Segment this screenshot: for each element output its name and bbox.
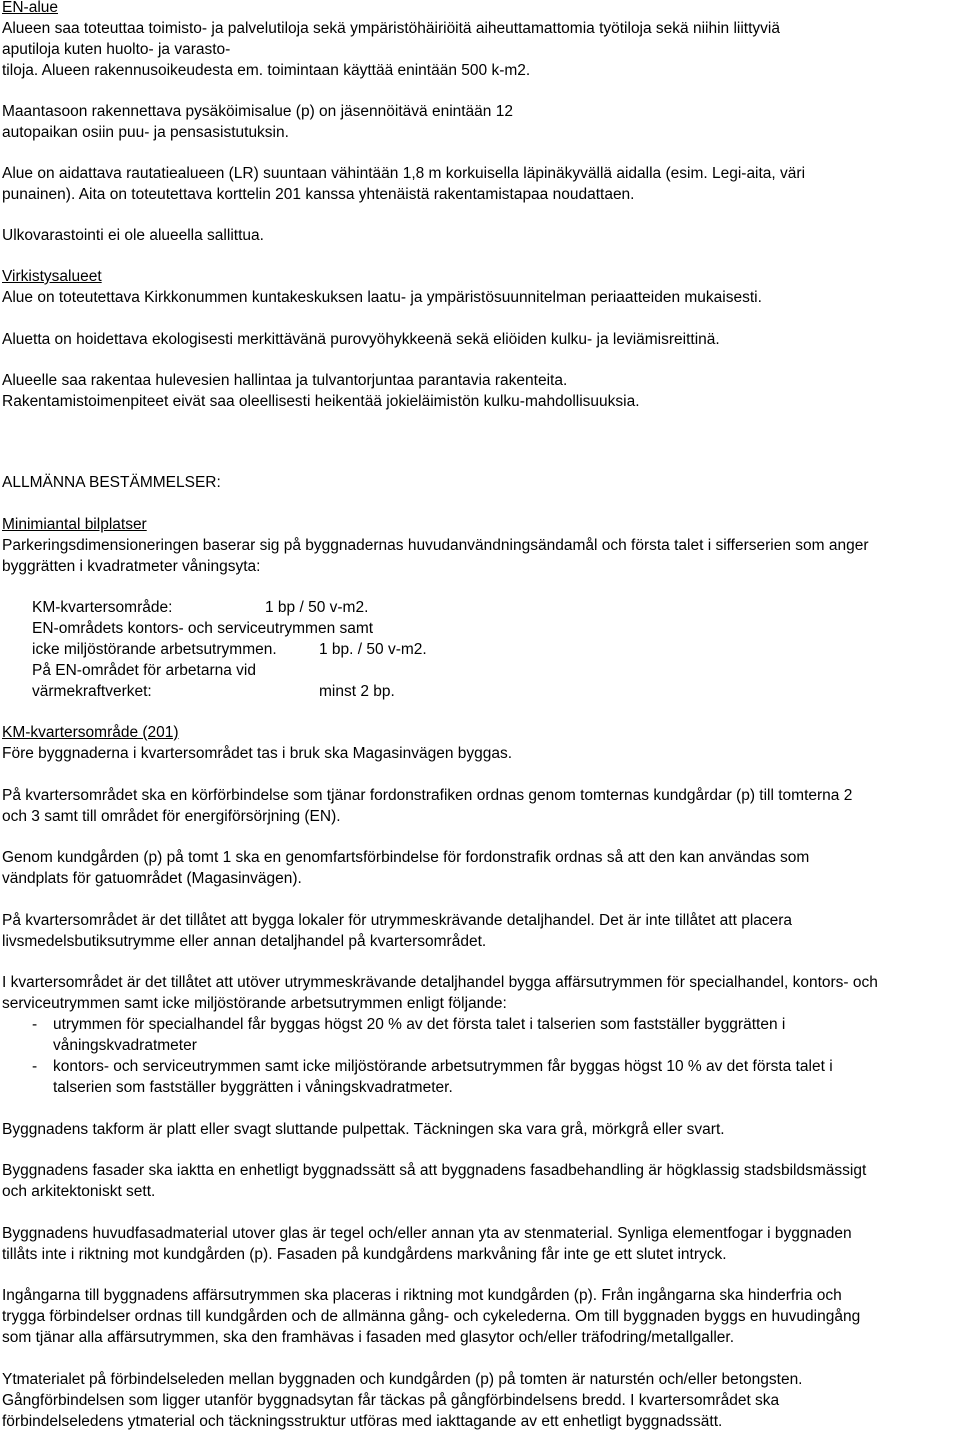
en-paragraph-1-line-1: Alueen saa toteuttaa toimisto- ja palvelutiloja sekä ympäristöhäiriöitä aiheuttamattomia työtiloja sekä niihin liittyviä [2, 20, 780, 37]
km-paragraph-3-line-1: Genom kundgården (p) på tomt 1 ska en genomfartsförbindelse för fordonstrafik ordnas så att den kan användas som [2, 849, 810, 866]
heading-allmanna-bestammelser: ALLMÄNNA BESTÄMMELSER: [2, 474, 221, 491]
km-paragraph-8-line-1: Byggnadens huvudfasadmaterial utover glas är tegel och/eller annan yta av stenmaterial. Synliga elementfogar i byggnaden [2, 1225, 852, 1242]
km-paragraph-7-line-2: och arkitektoniskt sett. [2, 1183, 156, 1200]
vir-paragraph-2: Aluetta on hoidettava ekologisesti merkittävänä purovyöhykkeenä sekä eliöiden kulku- ja leviämisreittinä. [2, 331, 720, 348]
en-paragraph-2-line-2: autopaikan osiin puu- ja pensasistutuksin. [2, 124, 289, 141]
en-paragraph-2-line-1: Maantasoon rakennettava pysäköimisalue (p) on jäsennöitävä enintään 12 [2, 103, 513, 120]
bullet-2-line-2: talserien som fastställer byggrätten i våningskvadratmeter. [53, 1079, 453, 1096]
km-paragraph-9-line-1: Ingångarna till byggnadens affärsutrymmen ska placeras i riktning mot kundgården (p). Från ingångarna ska hinderfria och [2, 1287, 842, 1304]
km-paragraph-2-line-1: På kvartersområdet ska en körförbindelse som tjänar fordonstrafiken ordnas genom tomternas kundgårdar (p) till tomterna 2 [2, 787, 853, 804]
km-paragraph-9-line-2: trygga förbindelser ordnas till kundgården och de allmänna gång- och cykelederna. Om till byggnaden byggs en huvudingång [2, 1308, 861, 1325]
en-paragraph-3-line-2: punainen). Aita on toteutettava korttelin 201 kanssa yhtenäistä rakentamistapaa noudattaen. [2, 186, 635, 203]
en-paragraph-4: Ulkovarastointi ei ole alueella sallittua. [2, 227, 264, 244]
vir-paragraph-3-line-1: Alueelle saa rakentaa hulevesien hallintaa ja tulvantorjuntaa parantavia rakenteita. [2, 372, 568, 389]
min-paragraph-line-1: Parkeringsdimensioneringen baserar sig på byggnadernas huvudanvändningsändamål och första talet i sifferserien som anger [2, 537, 869, 554]
table-km-value: 1 bp / 50 v-m2. [265, 599, 369, 616]
bullet-1-line-1: utrymmen för specialhandel får byggas högst 20 % av det första talet i talserien som fastställer byggrätten i [53, 1016, 786, 1033]
table-en-label-line-1: EN-områdets kontors- och serviceutrymmen samt [32, 620, 374, 637]
km-paragraph-3-line-2: vändplats för gatuområdet (Magasinvägen). [2, 870, 302, 887]
km-paragraph-4-line-2: livsmedelsbutiksutrymme eller annan detaljhandel på kvartersområdet. [2, 933, 487, 950]
vir-paragraph-3-line-2: Rakentamistoimenpiteet eivät saa oleellisesti heikentää jokieläimistön kulku-mahdollisuuksia. [2, 393, 640, 410]
km-paragraph-5-line-1: I kvartersområdet är det tillåtet att utöver utrymmeskrävande detaljhandel bygga affärsutrymmen för specialhandel, kontors- och [2, 974, 878, 991]
table-varme-label-line-2: värmekraftverket: [32, 683, 152, 700]
km-paragraph-9-line-3: som tjänar alla affärsutrymmen, ska den framhävas i fasaden med glasytor och/eller träfodring/metallgaller. [2, 1329, 735, 1346]
bullet-1-dash: - [32, 1016, 38, 1033]
bullet-2-line-1: kontors- och serviceutrymmen samt icke miljöstörande arbetsutrymmen får byggas högst 10 % av det första talet i [53, 1058, 833, 1075]
table-km-label: KM-kvartersområde: [32, 599, 173, 616]
min-paragraph-line-2: byggrätten i kvadratmeter våningsyta: [2, 558, 261, 575]
km-paragraph-1: Före byggnaderna i kvartersområdet tas i bruk ska Magasinvägen byggas. [2, 745, 513, 762]
km-paragraph-10-line-1: Ytmaterialet på förbindelseleden mellan byggnaden och kundgården (p) på tomten är naturstén och/eller betongsten. [2, 1371, 803, 1388]
heading-minimiantal-bilplatser: Minimiantal bilplatser [2, 516, 147, 533]
table-en-label-line-2: icke miljöstörande arbetsutrymmen. [32, 641, 277, 658]
bullet-2-dash: - [32, 1058, 38, 1075]
en-paragraph-3-line-1: Alue on aidattava rautatiealueen (LR) suuntaan vähintään 1,8 m korkuisella läpinäkyvällä aidalla (esim. Legi-aita, väri [2, 165, 806, 182]
vir-paragraph-1: Alue on toteutettava Kirkkonummen kuntakeskuksen laatu- ja ympäristösuunnitelman periaatteiden mukaisesti. [2, 289, 762, 306]
table-varme-value: minst 2 bp. [319, 683, 395, 700]
table-varme-label-line-1: På EN-området för arbetarna vid [32, 662, 256, 679]
heading-virkistysalueet: Virkistysalueet [2, 268, 102, 285]
heading-km-kvartersomrade: KM-kvartersområde (201) [2, 724, 179, 741]
km-paragraph-6: Byggnadens takform är platt eller svagt sluttande pulpettak. Täckningen ska vara grå, mörkgrå eller svart. [2, 1121, 725, 1138]
km-paragraph-7-line-1: Byggnadens fasader ska iaktta en enhetligt byggnadssätt så att byggnadens fasadbehandling är högklassig stadsbildsmässigt [2, 1162, 867, 1179]
bullet-1-line-2: våningskvadratmeter [53, 1037, 197, 1054]
en-paragraph-1-line-3: tiloja. Alueen rakennusoikeudesta em. toimintaan käyttää enintään 500 k-m2. [2, 62, 531, 79]
km-paragraph-4-line-1: På kvartersområdet är det tillåtet att bygga lokaler för utrymmeskrävande detaljhandel. Det är inte tillåtet att placera [2, 912, 793, 929]
km-paragraph-10-line-3: förbindelseledens ytmaterial och täckningsstruktur utföras med iakttagande av ett enhetligt byggnadssätt. [2, 1413, 723, 1430]
heading-en-alue: EN-alue [2, 0, 58, 16]
km-paragraph-2-line-2: och 3 samt till området för energiförsörjning (EN). [2, 808, 341, 825]
km-paragraph-8-line-2: tillåts inte i riktning mot kundgården (p). Fasaden på kundgårdens markvåning får inte ge ett slutet intryck. [2, 1246, 727, 1263]
en-paragraph-1-line-2: aputiloja kuten huolto- ja varasto- [2, 41, 231, 58]
km-paragraph-10-line-2: Gångförbindelsen som ligger utanför byggnadsytan får täckas på gångförbindelsens bredd. I kvartersområdet ska [2, 1392, 780, 1409]
table-en-value: 1 bp. / 50 v-m2. [319, 641, 427, 658]
km-paragraph-5-line-2: serviceutrymmen samt icke miljöstörande arbetsutrymmen enligt följande: [2, 995, 507, 1012]
